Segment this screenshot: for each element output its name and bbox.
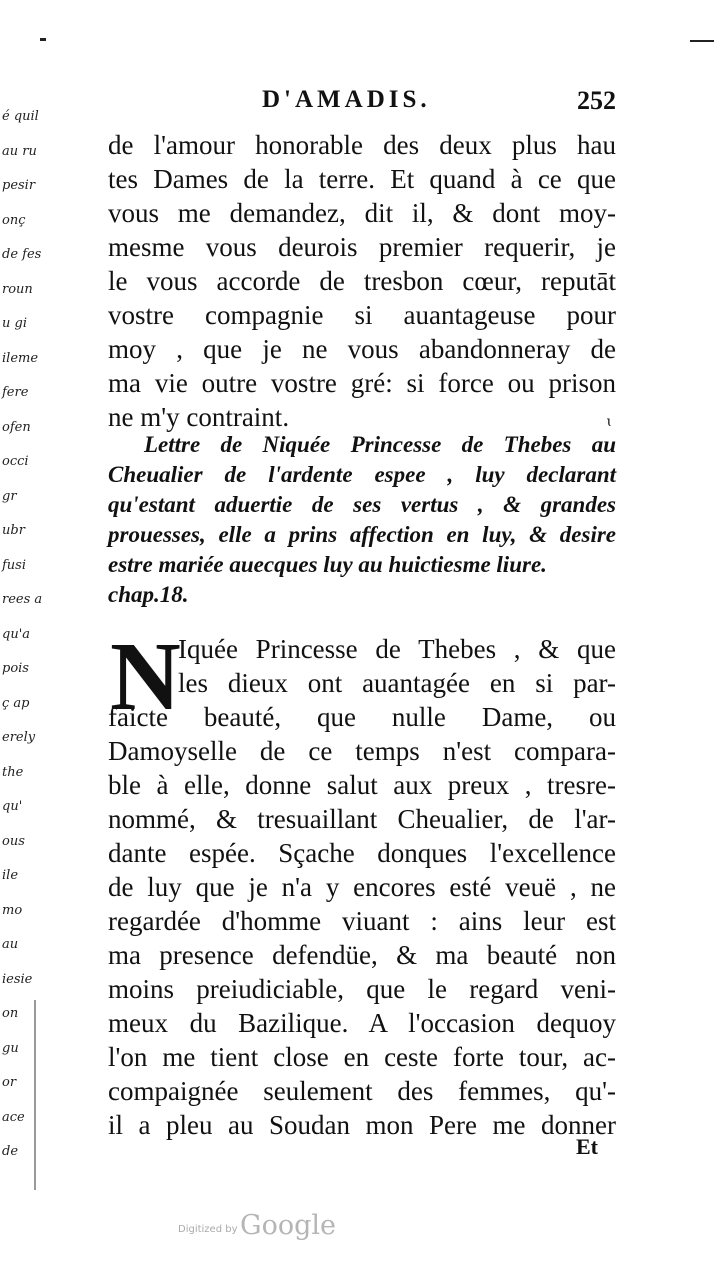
margin-fragment: erely xyxy=(2,730,36,745)
letter-line: l'on me tient close en ceste forte tour, ac- xyxy=(108,1042,616,1072)
text-line: vostre compagnie si auantageuse pour xyxy=(108,300,616,330)
margin-fragment: de fes xyxy=(2,247,42,262)
letter-body xyxy=(108,623,616,1142)
margin-fragment: iesie xyxy=(2,971,33,987)
letter-line: de luy que je n'a y encores esté veuë , ne xyxy=(108,872,616,902)
margin-fragment: gu xyxy=(2,1040,19,1056)
letter-line: les dieux ont auantagée en si par- xyxy=(178,668,616,698)
adjacent-page-margin xyxy=(0,109,43,1200)
page-number: 252 xyxy=(577,86,616,115)
letter-line: ma presence defendüe, & ma beauté non xyxy=(108,940,616,970)
rubric-line: chap.18. xyxy=(108,582,189,607)
paragraph-continuation xyxy=(108,128,616,434)
margin-fragment: onç xyxy=(2,212,26,228)
rubric-line: estre mariée auecques luy au huictiesme liure. xyxy=(108,552,547,577)
google-logo: Google xyxy=(240,1210,336,1241)
letter-line: meux du Bazilique. A l'occasion dequoy xyxy=(108,1008,616,1038)
margin-fragment: ç ap xyxy=(2,695,30,711)
text-line: mesme vous deurois premier requerir, je xyxy=(108,232,616,262)
margin-fragment: gr xyxy=(2,488,17,504)
letter-line: faicte beauté, que nulle Dame, ou xyxy=(108,702,616,732)
letter-line: moins preiudiciable, que le regard veni- xyxy=(108,974,616,1004)
text-line: moy , que je ne vous abandonneray de xyxy=(108,334,616,364)
margin-fragment: au ru xyxy=(2,143,37,159)
text-line: ne m'y contraint. xyxy=(108,402,290,432)
margin-fragment: fere xyxy=(2,385,29,400)
catchword: Et xyxy=(576,1134,598,1159)
chapter-rubric xyxy=(108,430,616,610)
printer-mark: ɩ xyxy=(606,414,612,430)
margin-fragment: on xyxy=(2,1006,19,1021)
page-edge-line xyxy=(34,1000,36,1190)
margin-fragment: ile xyxy=(2,868,19,883)
text-line: de l'amour honorable des deux plus hau xyxy=(108,130,616,160)
letter-line: compaignée seulement des femmes, qu'- xyxy=(108,1076,616,1106)
digitization-watermark xyxy=(178,1210,338,1242)
margin-fragment: pesir xyxy=(2,178,36,193)
drop-cap-initial: N xyxy=(110,623,181,731)
margin-fragment: u gi xyxy=(2,316,27,331)
letter-line: ble à elle, donne salut aux preux , tresre- xyxy=(108,770,616,800)
text-line: le vous accorde de tresbon cœur, reputāt xyxy=(108,266,616,296)
letter-line: il a pleu au Soudan mon Pere me donner xyxy=(108,1110,616,1140)
digitized-label: Digitized by xyxy=(178,1224,238,1235)
margin-fragment: é quil xyxy=(2,109,39,124)
margin-fragment: ubr xyxy=(2,523,25,538)
margin-fragment: the xyxy=(2,764,24,780)
margin-fragment: ofen xyxy=(2,419,31,435)
rubric-line: prouesses, elle a prins affection en luy, & desire xyxy=(108,522,616,547)
margin-fragment: or xyxy=(2,1075,17,1090)
margin-fragment: fusi xyxy=(2,557,27,573)
margin-fragment: de xyxy=(2,1144,19,1159)
rubric-line: qu'estant aduertie de ses vertus , & grandes xyxy=(108,492,616,517)
margin-fragment: qu'a xyxy=(2,626,31,642)
text-line: vous me demandez, dit il, & dont moy- xyxy=(108,198,616,228)
text-line: ma vie outre vostre gré: si force ou prison xyxy=(108,368,616,398)
margin-fragment: occi xyxy=(2,454,29,469)
scan-mark-left xyxy=(40,38,46,41)
margin-fragment: rees a xyxy=(2,592,43,607)
margin-fragment: qu' xyxy=(2,799,23,814)
letter-line: Damoyselle de ce temps n'est compara- xyxy=(108,736,616,766)
margin-fragment: ous xyxy=(2,833,25,849)
margin-fragment: roun xyxy=(2,281,33,297)
letter-line: regardée d'homme viuant : ains leur est xyxy=(108,906,616,936)
text-line: tes Dames de la terre. Et quand à ce que xyxy=(108,164,616,194)
margin-fragment: ileme xyxy=(2,350,39,366)
margin-fragment: ace xyxy=(2,1109,25,1125)
running-title: D'AMADIS. xyxy=(262,86,431,113)
margin-fragment: mo xyxy=(2,902,23,918)
letter-line: nommé, & tresuaillant Cheualier, de l'ar- xyxy=(108,804,616,834)
page-header xyxy=(262,80,622,120)
margin-fragment: au xyxy=(2,937,19,952)
margin-fragment: pois xyxy=(2,661,29,676)
rubric-line: Lettre de Niquée Princesse de Thebes au xyxy=(144,432,616,457)
letter-line: dante espée. Sçache donques l'excellence xyxy=(108,838,616,868)
rubric-line: Cheualier de l'ardente espee , luy declarant xyxy=(108,462,616,487)
letter-line: Iquée Princesse de Thebes , & que xyxy=(178,634,616,664)
scan-mark-right xyxy=(690,40,714,42)
